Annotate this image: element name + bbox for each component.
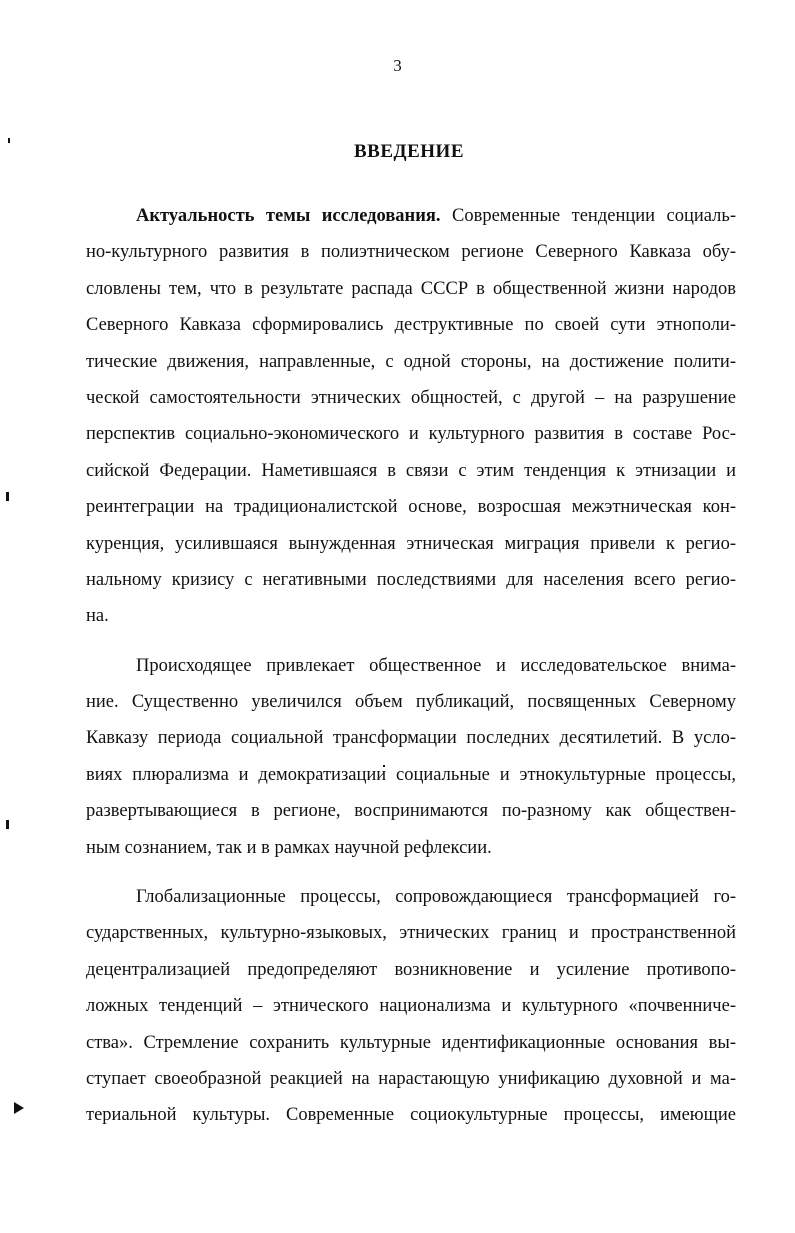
- text-line: Происходящее привлекает общественное и исследовательское внима-: [136, 655, 736, 676]
- text-line: ложных тенденций – этнического национализма и культурного «почвенниче-: [86, 996, 736, 1017]
- paragraph-3: [86, 879, 736, 1134]
- text-line: териальной культуры. Современные социокультурные процессы, имеющие: [86, 1105, 736, 1126]
- text-line: перспектив социально-экономического и культурного развития в составе Рос-: [86, 424, 736, 445]
- text-line: сийской Федерации. Наметившаяся в связи с этим тенденция к этнизации и: [86, 460, 736, 481]
- text-line: реинтеграции на традиционалистской основе, возросшая межэтническая кон-: [86, 497, 736, 518]
- text-line: но-культурного развития в полиэтническом регионе Северного Кавказа обу-: [86, 242, 736, 263]
- scan-mark: [6, 820, 9, 829]
- text-line: [86, 198, 736, 234]
- text-line: сударственных, культурно-языковых, этнических границ и пространственной: [86, 923, 736, 944]
- paragraph-2: [86, 648, 736, 866]
- text-line: развертывающиеся в регионе, воспринимаются по-разному как обществен-: [86, 801, 736, 822]
- section-heading: ВВЕДЕНИЕ: [354, 141, 464, 162]
- body-text: [86, 198, 736, 1134]
- scan-mark: [6, 492, 9, 501]
- paragraph-lead: Актуальность темы исследования.: [136, 206, 441, 226]
- text-line: Северного Кавказа сформировались деструктивные по своей сути этнополи-: [86, 315, 736, 336]
- text-line: тические движения, направленные, с одной стороны, на достижение полити-: [86, 351, 736, 372]
- text-line: ние. Существенно увеличился объем публикаций, посвященных Северному: [86, 692, 736, 713]
- paragraph-1: [86, 198, 736, 635]
- text-line: Кавказу периода социальной трансформации последних десятилетий. В усло-: [86, 728, 736, 749]
- text-line: словлены тем, что в результате распада СССР в общественной жизни народов: [86, 278, 736, 299]
- text-line: децентрализацией предопределяют возникновение и усиление противопо-: [86, 959, 736, 980]
- text-line: ческой самостоятельности этнических общностей, с другой – на разрушение: [86, 387, 736, 408]
- text-line: ства». Стремление сохранить культурные идентификационные основания вы-: [86, 1032, 736, 1053]
- text-line: виях плюрализма и демократизации социальные и этнокультурные процессы,: [86, 764, 736, 785]
- text-line: нальному кризису с негативными последствиями для населения всего регио-: [86, 569, 736, 590]
- page-number: 3: [393, 56, 402, 75]
- text-line: куренция, усилившаяся вынужденная этническая миграция привели к регио-: [86, 533, 736, 554]
- text-line: ступает своеобразной реакцией на нарастающую унификацию духовной и ма-: [86, 1068, 736, 1089]
- scan-arrow-mark: [14, 1102, 24, 1114]
- text-run: Современные тенденции социаль-: [440, 206, 736, 226]
- text-line: ным сознанием, так и в рамках научной рефлексии.: [86, 837, 492, 858]
- text-line: на.: [86, 606, 109, 627]
- text-line: Глобализационные процессы, сопровождающиеся трансформацией го-: [136, 887, 736, 908]
